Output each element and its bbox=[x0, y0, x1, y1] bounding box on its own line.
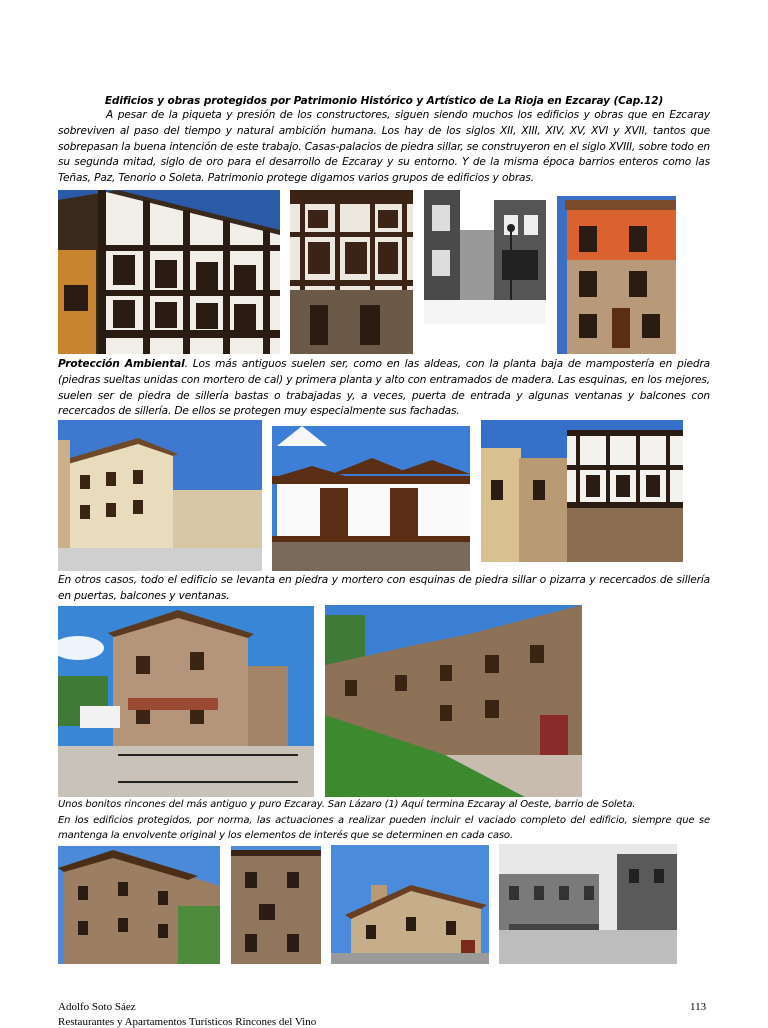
footer-publication: Restaurantes y Apartamentos Turísticos Rincones del Vino bbox=[58, 1016, 317, 1028]
photo-old-bw-street bbox=[499, 844, 677, 964]
photo-orange-stone-house bbox=[557, 196, 676, 354]
other-cases-paragraph: En otros casos, todo el edificio se levanta en piedra y mortero con esquinas de piedra sillar o pizarra y recercados de sillería en puertas, balcones y ventanas. bbox=[58, 574, 710, 602]
ambiental-paragraph bbox=[58, 357, 710, 420]
ambiental-text: . Los más antiguos suelen ser, como en las aldeas, con la planta baja de mampostería en piedra (piedras sueltas unidas con mortero de cal) y primera planta y alto con entramados de madera. Las esquinas, en los mejores, suelen ser de piedra de sillería bastas o trabajadas y, a veces, puerta de entrada y algunas ventanas y balcones con recercados de sillería. De ellos se protegen muy especialmente sus fachadas. bbox=[58, 358, 710, 418]
protected-buildings-paragraph: En los edificios protegidos, por norma, las actuaciones a realizar pueden incluir el vaciado completo del edificio, siempre que se mantenga la envolvente original y los elementos de interés que se determinen en cada caso. bbox=[58, 815, 710, 841]
photo-white-gabled-houses bbox=[272, 426, 470, 571]
photo-street-lamp-sketch bbox=[424, 190, 546, 324]
photo-timbered-facade bbox=[481, 420, 683, 562]
photo-caption: Unos bonitos rincones del más antiguo y puro Ezcaray. San Lázaro (1) Aquí termina Ezcaray al Oeste, barrio de Soleta. bbox=[58, 799, 636, 810]
photo-large-stone-house bbox=[58, 846, 220, 964]
chapter-title: Edificios y obras protegidos por Patrimonio Histórico y Artístico de La Rioja en Ezcaray (Cap.12) bbox=[104, 95, 664, 107]
photo-half-timbered-houses bbox=[58, 190, 280, 354]
photo-village-square bbox=[58, 420, 262, 571]
photo-church-street bbox=[331, 845, 489, 964]
footer-page-number: 113 bbox=[690, 1001, 707, 1013]
photo-stone-house-san-lazaro bbox=[58, 606, 314, 797]
ambiental-heading: Protección Ambiental bbox=[58, 358, 185, 370]
photo-balcony-building bbox=[290, 190, 413, 354]
intro-paragraph: A pesar de la piqueta y presión de los constructores, siguen siendo muchos los edificios y obras que en Ezcaray sobreviven al paso del tiempo y natural ambición humana. Los hay de los siglos XII, XIII, XIV, XV, XVI y XVII, tantos que sobrepasan la buena intención de este trabajo. Casas-palacios de piedra sillar, se construyeron en el siglo XVIII, sobre todo en su segunda mitad, siglo de oro para el desarrollo de Ezcaray y su entorno. Y de la misma época barrios enteros como las Teñas, Paz, Tenorio o Soleta. Patrimonio protege digamos varios grupos de edificios y obras. bbox=[58, 109, 710, 185]
footer-author: Adolfo Soto Sáez bbox=[58, 1001, 136, 1013]
photo-corner-stone-building bbox=[231, 846, 321, 964]
photo-soleta-houses bbox=[325, 605, 582, 797]
